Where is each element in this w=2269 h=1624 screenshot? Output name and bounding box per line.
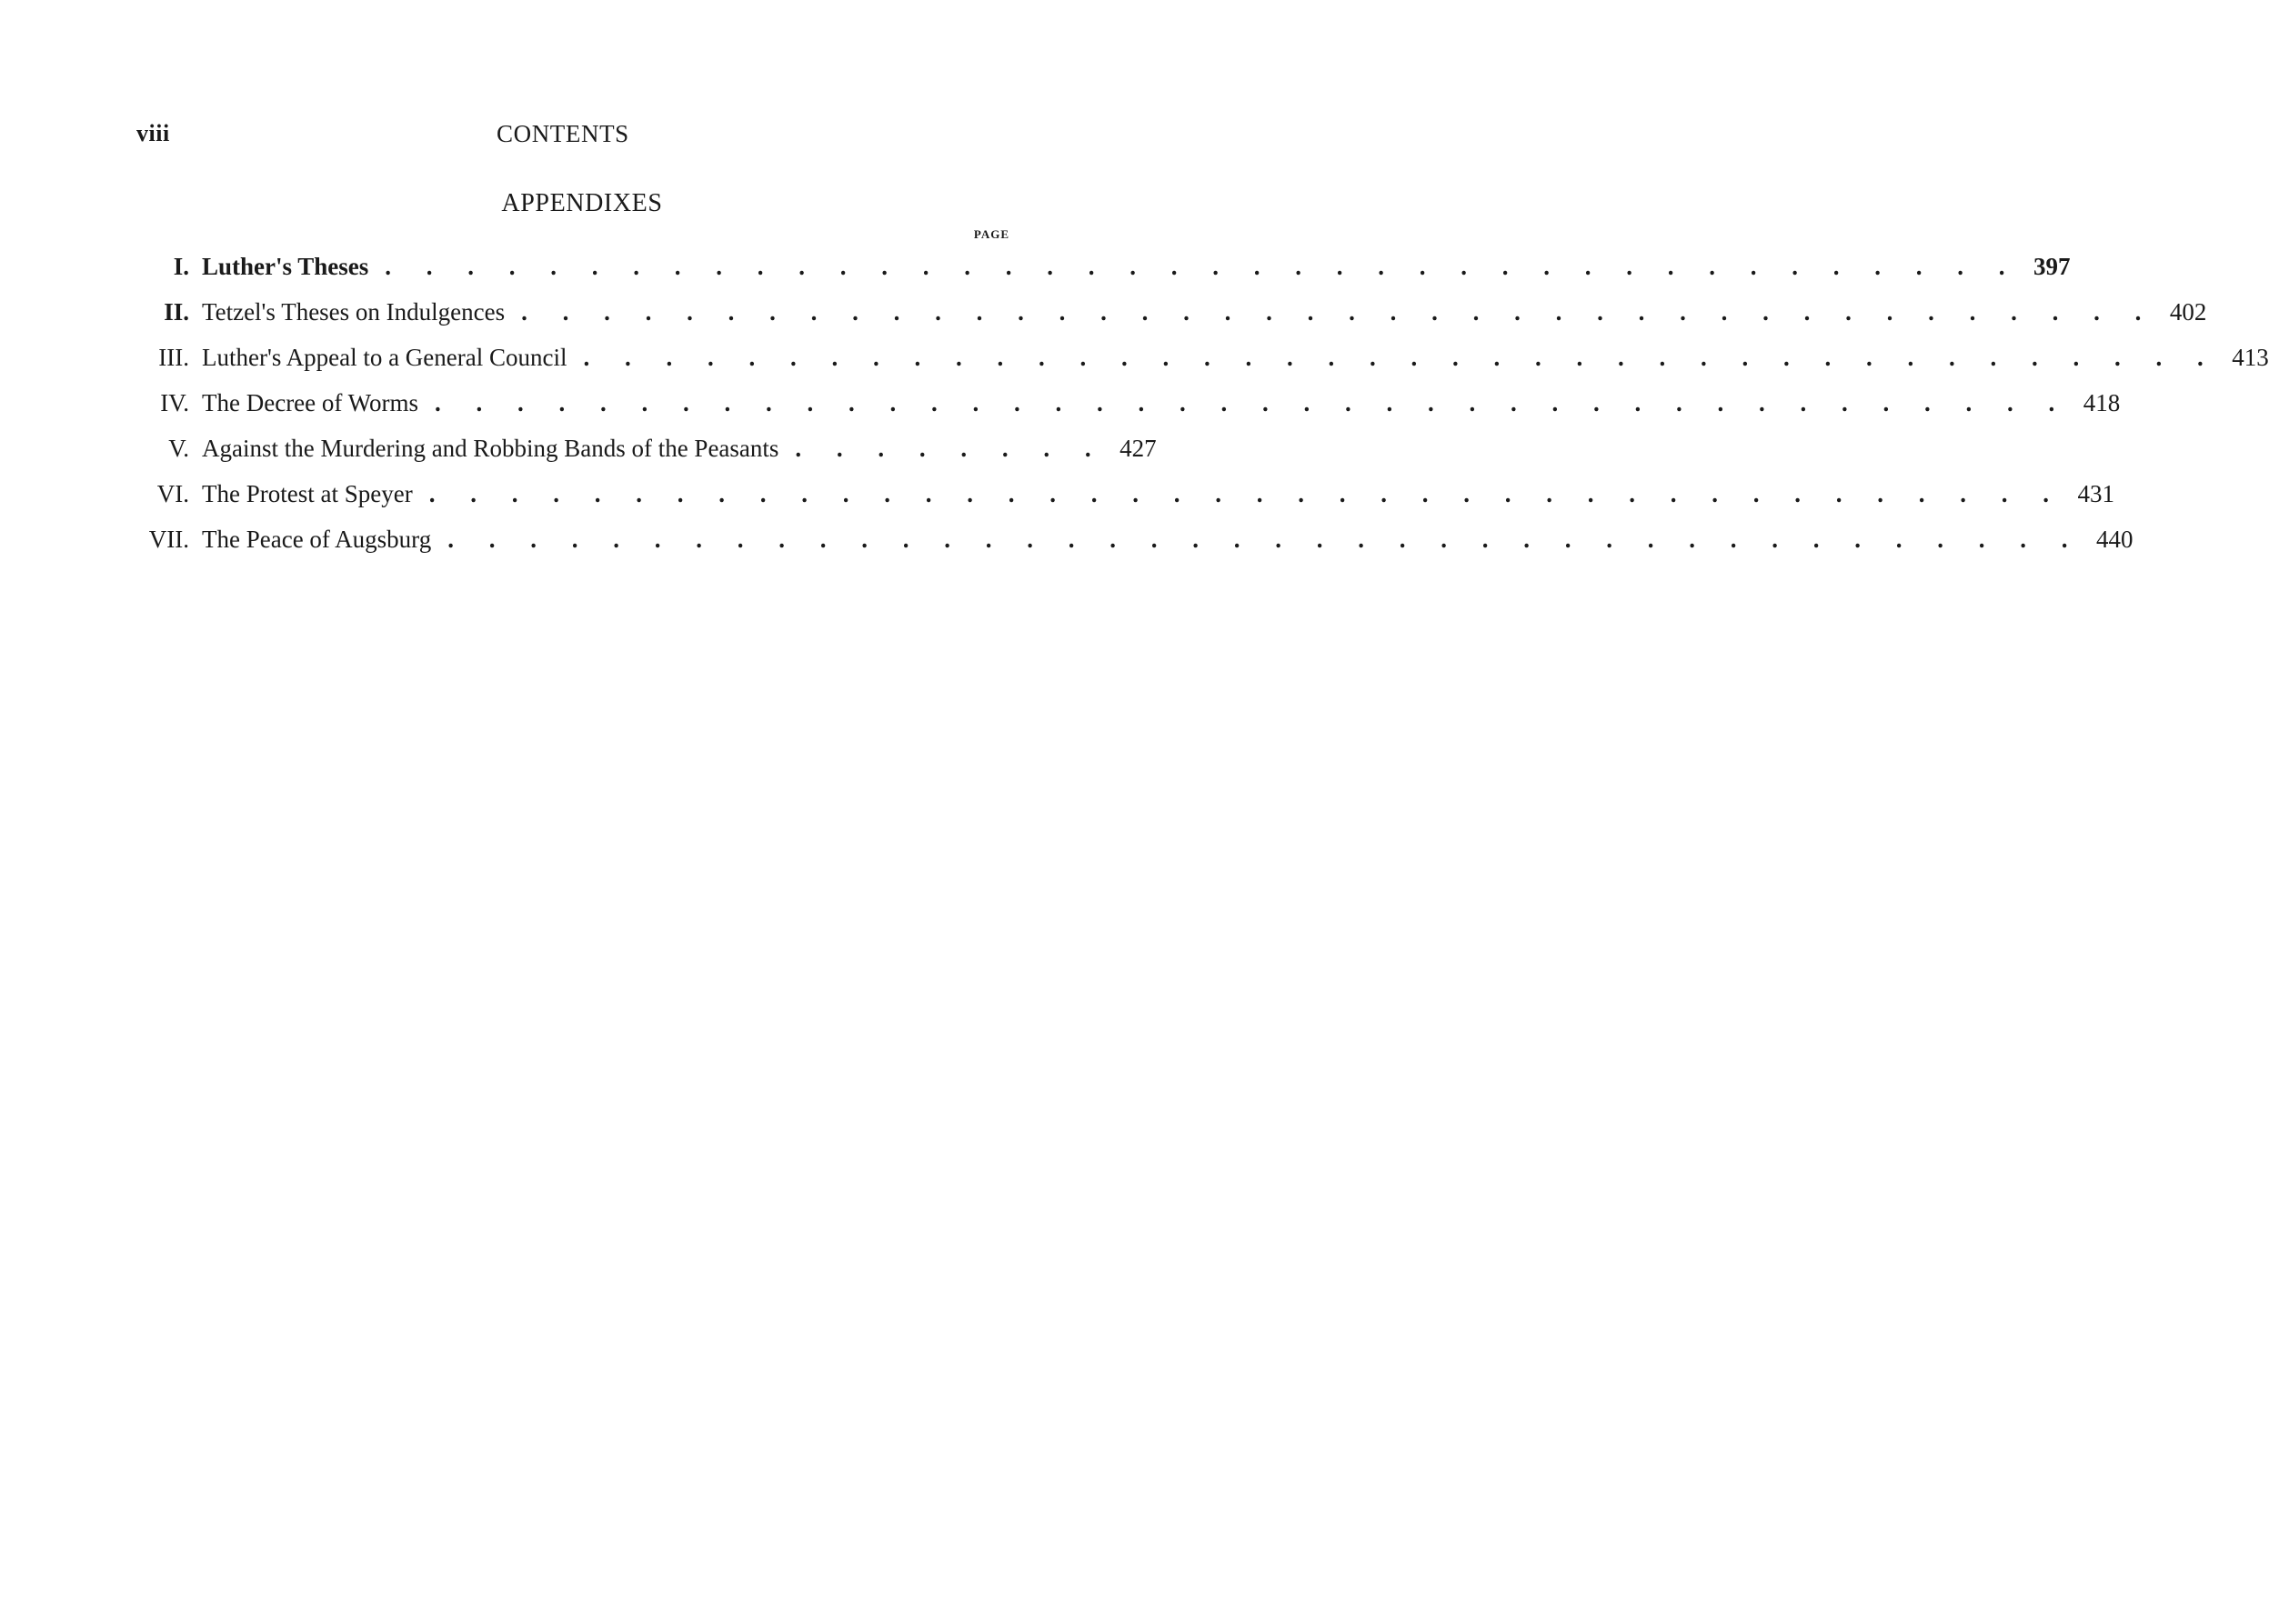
entry-page-number: 413 bbox=[2232, 344, 2269, 371]
entry-numeral: V. bbox=[168, 435, 189, 462]
entry-title: Luther's Appeal to a General Council bbox=[202, 344, 567, 371]
entry-title: Luther's Theses bbox=[202, 253, 369, 280]
entry-title: The Peace of Augsburg bbox=[202, 526, 432, 553]
entry-numeral: II. bbox=[164, 298, 189, 326]
toc-entry-2 bbox=[127, 289, 2207, 335]
entry-numeral: III. bbox=[158, 344, 189, 371]
entry-page-number: 427 bbox=[1119, 435, 1157, 462]
running-head-title: CONTENTS bbox=[497, 120, 629, 147]
toc-entry-3 bbox=[127, 335, 2269, 380]
section-title: APPENDIXES bbox=[501, 189, 663, 217]
running-head bbox=[136, 120, 646, 156]
entry-page-number: 418 bbox=[2083, 389, 2121, 416]
page-column-label: PAGE bbox=[973, 227, 1009, 241]
dot-leader: . . . . . . . . . . . . . . . . . . . . . . . . . . . . . . . . . . . . . . . . bbox=[447, 526, 2083, 553]
dot-leader: . . . . . . . . . . . . . . . . . . . . . . . . . . . . . . . . . . . . . . . . bbox=[521, 298, 2156, 326]
entry-title: Against the Murdering and Robbing Bands of the Peasants bbox=[202, 435, 779, 462]
toc-entry-5 bbox=[127, 426, 1157, 471]
table-of-contents bbox=[127, 244, 2269, 562]
entry-page-number: 397 bbox=[2033, 253, 2071, 280]
entry-page-number: 431 bbox=[2077, 480, 2114, 507]
entry-page-number: 402 bbox=[2169, 298, 2207, 326]
dot-leader: . . . . . . . . bbox=[795, 435, 1106, 462]
entry-numeral: VII. bbox=[148, 526, 189, 553]
toc-entry-1 bbox=[127, 244, 2071, 289]
toc-entry-6 bbox=[127, 471, 2114, 516]
entry-title: The Protest at Speyer bbox=[202, 480, 413, 507]
entry-numeral: I. bbox=[173, 253, 189, 280]
entry-title: Tetzel's Theses on Indulgences bbox=[202, 298, 506, 326]
toc-entry-7 bbox=[127, 516, 2133, 562]
entry-page-number: 440 bbox=[2095, 526, 2133, 553]
dot-leader: . . . . . . . . . . . . . . . . . . . . . . . . . . . . . . . . . . . . . . . . bbox=[434, 389, 2070, 416]
toc-entry-4 bbox=[127, 380, 2121, 426]
entry-numeral: VI. bbox=[156, 480, 189, 507]
dot-leader: . . . . . . . . . . . . . . . . . . . . . . . . . . . . . . . . . . . . . . . . bbox=[385, 253, 2020, 280]
dot-leader: . . . . . . . . . . . . . . . . . . . . . . . . . . . . . . . . . . . . . . . . bbox=[583, 344, 2218, 371]
page-folio: viii bbox=[136, 120, 170, 146]
entry-numeral: IV. bbox=[160, 389, 189, 416]
dot-leader: . . . . . . . . . . . . . . . . . . . . . . . . . . . . . . . . . . . . . . . . bbox=[428, 480, 2063, 507]
entry-title: The Decree of Worms bbox=[202, 389, 418, 416]
